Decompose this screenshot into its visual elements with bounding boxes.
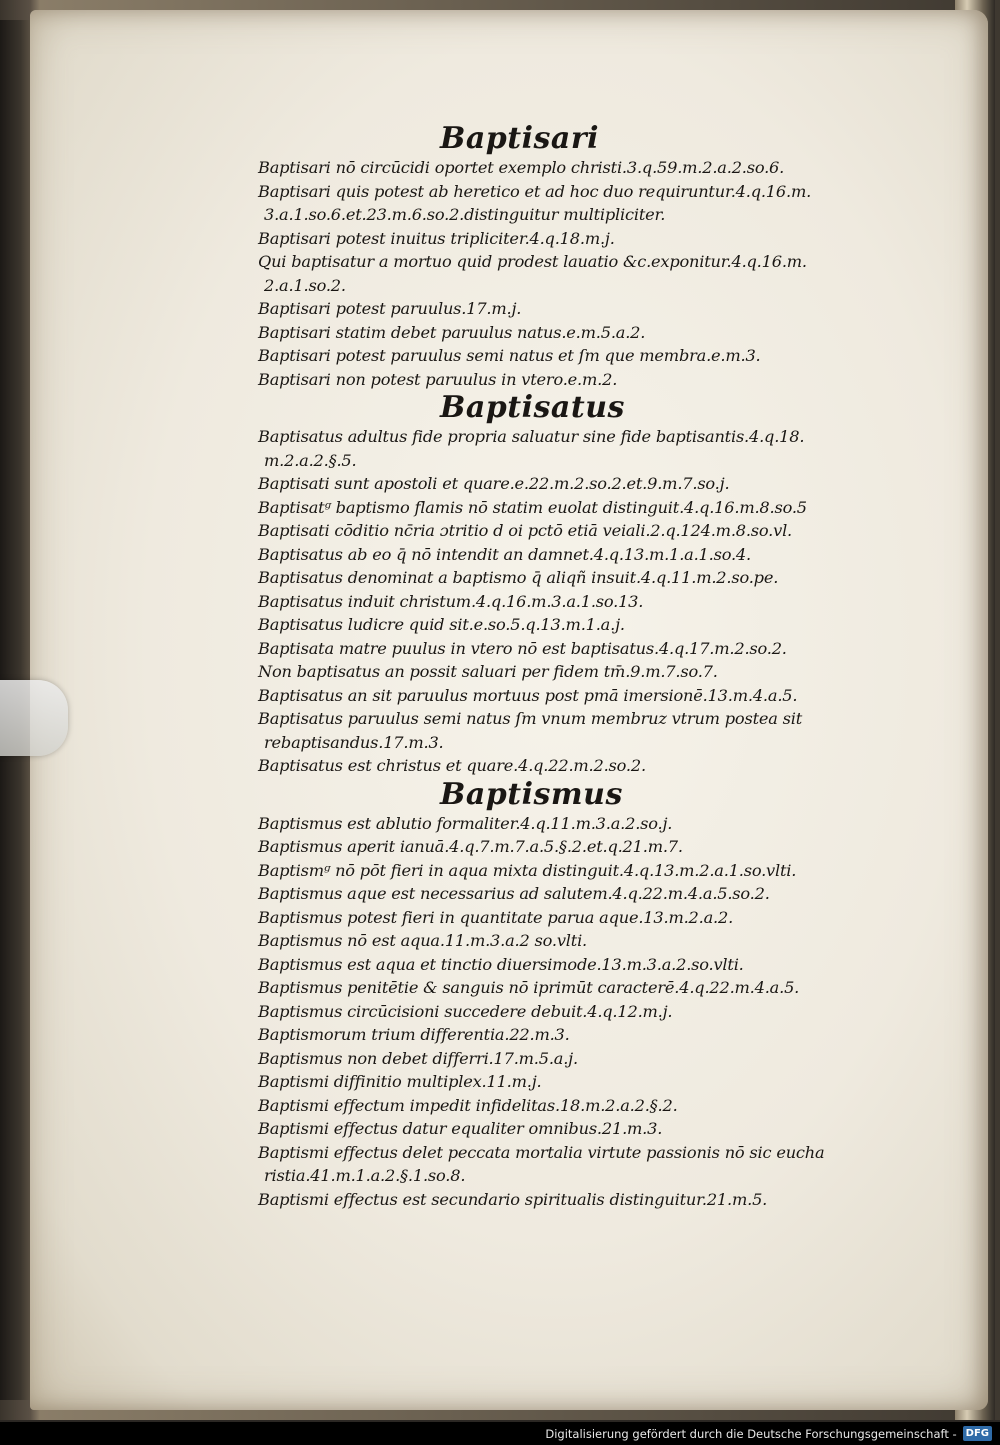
index-entry: Baptisari statim debet paruulus natus.e.m.5.a.2. xyxy=(258,322,646,342)
index-entry: Baptismus est aqua et tinctio diuersimode.13.m.3.a.2.so.vlti. xyxy=(258,954,744,974)
index-entry: Baptismus est ablutio formaliter.4.q.11.m.3.a.2.so.j. xyxy=(258,813,673,833)
index-entry: Baptisati sunt apostoli et quare.e.22.m.2.so.2.et.9.m.7.so.j. xyxy=(258,474,730,493)
index-entry: Baptisatus paruulus semi natus ſm vnum membruz vtrum postea sit xyxy=(258,709,803,728)
index-entry: Baptisatus an sit paruulus mortuus post pmā imersionē.13.m.4.a.5. xyxy=(258,685,798,705)
index-entry: Baptisata matre puulus in vtero nō est baptisatus.4.q.17.m.2.so.2. xyxy=(258,638,787,658)
index-entry: Baptisatus est christus et quare.4.q.22.m.2.so.2. xyxy=(258,756,646,775)
index-entry: Baptismus non debet differri.17.m.5.a.j. xyxy=(258,1048,578,1068)
footer-bar xyxy=(0,1422,1000,1445)
index-entry: Baptisati cōditio nc̄ria ɔtritio d oi pctō etiā veiali.2.q.124.m.8.so.vl. xyxy=(258,521,792,540)
index-entry: Baptismi effectus delet peccata mortalia virtute passionis nō sic eucha xyxy=(258,1142,825,1162)
index-entry: Baptisari nō circūcidi oportet exemplo christi.3.q.59.m.2.a.2.so.6. xyxy=(258,158,785,177)
index-entry: Baptismus aperit ianuā.4.q.7.m.7.a.5.§.2.et.q.21.m.7. xyxy=(258,837,683,856)
index-entry: Baptismi effectum impedit infidelitas.18.m.2.a.2.§.2. xyxy=(258,1095,678,1115)
section-heading: Baptisatus xyxy=(440,390,625,425)
index-text xyxy=(258,122,908,1211)
index-entry: Baptismi effectus est secundario spiritualis distinguitur.21.m.5. xyxy=(258,1189,768,1209)
index-entry: Baptismus nō est aqua.11.m.3.a.2 so.vlti. xyxy=(258,931,588,950)
footer-credit: Digitalisierung gefördert durch die Deutsche Forschungsgemeinschaft - xyxy=(545,1426,957,1441)
index-entry: Baptismus circūcisioni succedere debuit.4.q.12.m.j. xyxy=(258,1001,673,1021)
index-entry: Baptisari potest paruulus semi natus et ſm que membra.e.m.3. xyxy=(258,346,761,365)
index-entry: Non baptisatus an possit saluari per fidem tm̄.9.m.7.so.7. xyxy=(258,662,718,681)
page-clip xyxy=(0,680,68,756)
index-entry: Baptismᵍ nō pōt fieri in aqua mixta distinguit.4.q.13.m.2.a.1.so.vlti. xyxy=(258,860,797,880)
index-entry: Baptismus potest fieri in quantitate parua aque.13.m.2.a.2. xyxy=(258,907,734,927)
index-entry: Baptismus aque est necessarius ad salutem.4.q.22.m.4.a.5.so.2. xyxy=(258,884,770,903)
index-entry: rebaptisandus.17.m.3. xyxy=(264,732,444,752)
index-entry: Baptisari quis potest ab heretico et ad hoc duo requiruntur.4.q.16.m. xyxy=(258,181,812,201)
section-heading: Baptismus xyxy=(440,776,623,812)
index-entry: Baptisatus ab eo q̄ nō intendit an damnet.4.q.13.m.1.a.1.so.4. xyxy=(258,544,751,564)
index-entry: Baptisatus ludicre quid sit.e.so.5.q.13.m.1.a.j. xyxy=(258,615,625,634)
index-entry: ristia.41.m.1.a.2.§.1.so.8. xyxy=(264,1166,466,1185)
dfg-logo: DFG xyxy=(963,1426,992,1441)
index-entry: Baptismus penitētie & sanguis nō iprimūt caracterē.4.q.22.m.4.a.5. xyxy=(258,978,800,997)
index-entry: m.2.a.2.§.5. xyxy=(264,450,357,470)
index-entry: Baptismi effectus datur equaliter omnibus.21.m.3. xyxy=(258,1119,663,1138)
index-entry: Qui baptisatur a mortuo quid prodest lauatio &c.exponitur.4.q.16.m. xyxy=(258,252,807,271)
index-entry: Baptisari potest paruulus.17.m.j. xyxy=(258,299,522,318)
section-heading: Baptisari xyxy=(440,121,600,156)
index-entry: Baptisari non potest paruulus in vtero.e.m.2. xyxy=(258,369,618,389)
index-entry: Baptisatus adultus fide propria saluatur sine fide baptisantis.4.q.18. xyxy=(258,427,805,446)
index-entry: Baptisari potest inuitus tripliciter.4.q.18.m.j. xyxy=(258,228,615,248)
index-entry: 3.a.1.so.6.et.23.m.6.so.2.distinguitur multipliciter. xyxy=(264,205,666,224)
index-entry: Baptisatᵍ baptismo flamis nō statim euolat distinguit.4.q.16.m.8.so.5 xyxy=(258,497,807,517)
index-entry: Baptismorum trium differentia.22.m.3. xyxy=(258,1025,570,1044)
index-entry: Baptisatus denominat a baptismo q̄ aliqñ insuit.4.q.11.m.2.so.pe. xyxy=(258,568,779,587)
index-entry: 2.a.1.so.2. xyxy=(264,275,346,295)
index-entry: Baptismi diffinitio multiplex.11.m.j. xyxy=(258,1072,542,1091)
index-entry: Baptisatus induit christum.4.q.16.m.3.a.1.so.13. xyxy=(258,591,644,611)
